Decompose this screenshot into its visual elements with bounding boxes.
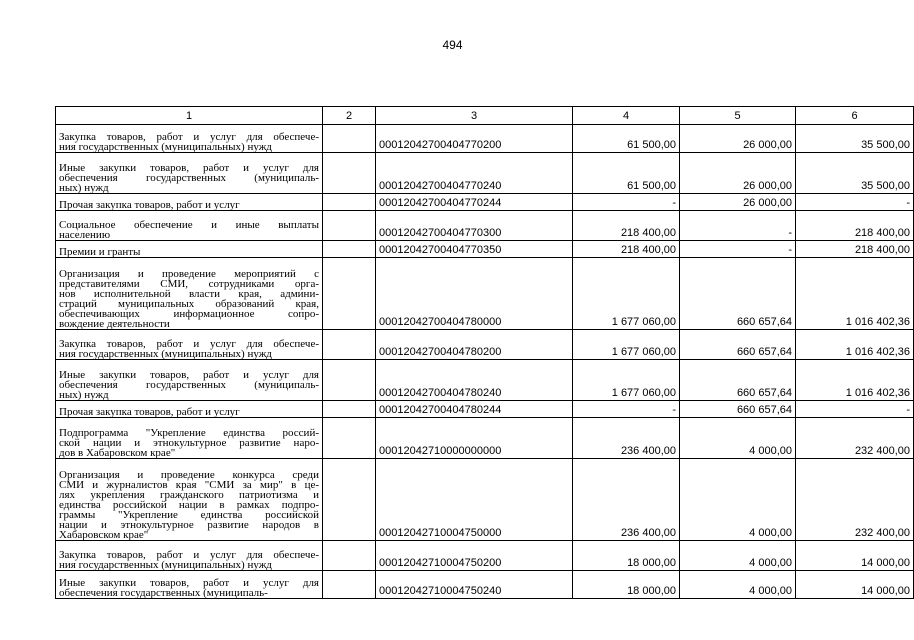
row-name-line: обеспечения государственных (муниципаль- bbox=[59, 587, 268, 599]
row-name-line: Прочая закупка товаров, работ и услуг bbox=[59, 406, 240, 418]
row-column-5-cell: 26 000,00 bbox=[680, 194, 796, 211]
row-name-line: представителями СМИ, сотрудниками орга- bbox=[59, 278, 319, 290]
header-row bbox=[56, 107, 914, 125]
row-column-4-cell: 1 677 060,00 bbox=[573, 258, 680, 330]
row-name-line: Прочая закупка товаров, работ и услуг bbox=[59, 199, 240, 211]
row-column-4-cell: 18 000,00 bbox=[573, 541, 680, 571]
row-name-cell bbox=[56, 418, 323, 459]
row-column-2-cell bbox=[323, 401, 376, 418]
row-name-cell bbox=[56, 401, 323, 418]
column-header-3: 3 bbox=[376, 107, 573, 125]
row-column-2-cell bbox=[323, 153, 376, 194]
row-column-6-cell: 14 000,00 bbox=[796, 571, 914, 599]
row-name-cell bbox=[56, 571, 323, 599]
row-name-line: обеспечения государственных (муниципаль- bbox=[59, 172, 319, 184]
row-name-cell bbox=[56, 541, 323, 571]
row-column-6-cell: - bbox=[796, 194, 914, 211]
row-column-2-cell bbox=[323, 459, 376, 541]
table-row bbox=[56, 330, 914, 360]
row-column-4-cell: 218 400,00 bbox=[573, 211, 680, 241]
row-column-6-cell: 35 500,00 bbox=[796, 125, 914, 153]
row-name-line: ния государственных (муниципальных) нужд bbox=[59, 348, 272, 360]
table-row bbox=[56, 418, 914, 459]
row-code-cell: 00012042700404780000 bbox=[376, 258, 573, 330]
row-column-2-cell bbox=[323, 194, 376, 211]
row-code-cell: 00012042700404780244 bbox=[376, 401, 573, 418]
row-column-2-cell bbox=[323, 211, 376, 241]
column-header-6: 6 bbox=[796, 107, 914, 125]
table-row bbox=[56, 153, 914, 194]
row-column-5-cell: 4 000,00 bbox=[680, 418, 796, 459]
row-column-5-cell: 660 657,64 bbox=[680, 401, 796, 418]
row-column-5-cell: 26 000,00 bbox=[680, 125, 796, 153]
row-name-cell bbox=[56, 211, 323, 241]
row-name-line: населению bbox=[59, 229, 111, 241]
row-name-line: Организация и проведение конкурса среди bbox=[59, 469, 319, 481]
column-header-1: 1 bbox=[56, 107, 323, 125]
row-name-cell bbox=[56, 153, 323, 194]
row-column-6-cell: 232 400,00 bbox=[796, 459, 914, 541]
row-column-2-cell bbox=[323, 360, 376, 401]
row-code-cell: 00012042700404770200 bbox=[376, 125, 573, 153]
row-code-cell: 00012042700404770300 bbox=[376, 211, 573, 241]
row-name-line: страций муниципальных образований края, bbox=[59, 298, 319, 310]
row-name-line: нов исполнительной власти края, админи- bbox=[59, 288, 319, 300]
row-name-line: СМИ и журналистов края "СМИ за мир" в це- bbox=[59, 479, 319, 491]
table-row bbox=[56, 194, 914, 211]
row-name-cell bbox=[56, 258, 323, 330]
page-number: 494 bbox=[442, 38, 463, 52]
row-column-4-cell: 218 400,00 bbox=[573, 241, 680, 258]
row-column-5-cell: 4 000,00 bbox=[680, 541, 796, 571]
row-code-cell: 00012042700404770240 bbox=[376, 153, 573, 194]
row-name-line: Закупка товаров, работ и услуг для обеспече- bbox=[59, 549, 319, 561]
column-header-4: 4 bbox=[573, 107, 680, 125]
row-name-line: граммы "Укрепление единства российской bbox=[59, 509, 319, 521]
row-name-line: ской нации и этнокультурное развитие наро- bbox=[59, 437, 319, 449]
row-column-2-cell bbox=[323, 125, 376, 153]
row-code-cell: 00012042710004750200 bbox=[376, 541, 573, 571]
table-row bbox=[56, 360, 914, 401]
budget-table bbox=[55, 106, 914, 599]
row-column-5-cell: - bbox=[680, 241, 796, 258]
row-column-6-cell: 232 400,00 bbox=[796, 418, 914, 459]
table-row bbox=[56, 459, 914, 541]
row-name-line: Иные закупки товаров, работ и услуг для bbox=[59, 577, 319, 589]
row-column-4-cell: - bbox=[573, 194, 680, 211]
row-column-4-cell: 18 000,00 bbox=[573, 571, 680, 599]
row-name-line: вождение деятельности bbox=[59, 318, 170, 330]
row-name-cell bbox=[56, 194, 323, 211]
row-name-line: Иные закупки товаров, работ и услуг для bbox=[59, 162, 319, 174]
row-column-5-cell: 26 000,00 bbox=[680, 153, 796, 194]
row-name-line: ных) нужд bbox=[59, 182, 109, 194]
table-row bbox=[56, 541, 914, 571]
row-name-line: Хабаровском крае" bbox=[59, 529, 149, 541]
table-row bbox=[56, 241, 914, 258]
row-column-5-cell: 660 657,64 bbox=[680, 330, 796, 360]
row-name-line: обеспечивающих информационное сопро- bbox=[59, 308, 319, 320]
row-name-cell bbox=[56, 459, 323, 541]
row-column-6-cell: 218 400,00 bbox=[796, 241, 914, 258]
row-code-cell: 00012042700404770350 bbox=[376, 241, 573, 258]
row-name-line: дов в Хабаровском крае" bbox=[59, 447, 176, 459]
row-name-line: Закупка товаров, работ и услуг для обеспече- bbox=[59, 131, 319, 143]
row-column-5-cell: 660 657,64 bbox=[680, 360, 796, 401]
row-column-2-cell bbox=[323, 330, 376, 360]
table-body bbox=[56, 125, 914, 599]
row-column-4-cell: 61 500,00 bbox=[573, 125, 680, 153]
row-column-4-cell: 236 400,00 bbox=[573, 418, 680, 459]
row-name-cell bbox=[56, 360, 323, 401]
row-column-4-cell: 1 677 060,00 bbox=[573, 360, 680, 401]
row-column-4-cell: 1 677 060,00 bbox=[573, 330, 680, 360]
row-code-cell: 00012042710004750240 bbox=[376, 571, 573, 599]
row-code-cell: 00012042710000000000 bbox=[376, 418, 573, 459]
row-column-2-cell bbox=[323, 418, 376, 459]
table-row bbox=[56, 571, 914, 599]
row-name-line: ния государственных (муниципальных) нужд bbox=[59, 141, 272, 153]
row-column-5-cell: 4 000,00 bbox=[680, 459, 796, 541]
row-name-cell bbox=[56, 330, 323, 360]
row-name-line: Закупка товаров, работ и услуг для обеспече- bbox=[59, 338, 319, 350]
table-row bbox=[56, 258, 914, 330]
row-name-line: ния государственных (муниципальных) нужд bbox=[59, 559, 272, 571]
row-code-cell: 00012042700404770244 bbox=[376, 194, 573, 211]
row-column-2-cell bbox=[323, 571, 376, 599]
row-name-line: лях укрепления гражданского патриотизма и bbox=[59, 489, 319, 501]
row-column-6-cell: 1 016 402,36 bbox=[796, 360, 914, 401]
row-name-cell bbox=[56, 241, 323, 258]
table-row bbox=[56, 401, 914, 418]
row-name-line: Подпрограмма "Укрепление единства россий- bbox=[59, 427, 319, 439]
row-column-5-cell: 4 000,00 bbox=[680, 571, 796, 599]
row-code-cell: 00012042700404780200 bbox=[376, 330, 573, 360]
row-name-cell bbox=[56, 125, 323, 153]
row-name-line: Организация и проведение мероприятий с bbox=[59, 268, 319, 280]
table-row bbox=[56, 125, 914, 153]
row-column-4-cell: - bbox=[573, 401, 680, 418]
row-column-6-cell: 1 016 402,36 bbox=[796, 330, 914, 360]
column-header-5: 5 bbox=[680, 107, 796, 125]
row-name-line: Иные закупки товаров, работ и услуг для bbox=[59, 369, 319, 381]
row-column-4-cell: 61 500,00 bbox=[573, 153, 680, 194]
row-column-2-cell bbox=[323, 541, 376, 571]
row-column-4-cell: 236 400,00 bbox=[573, 459, 680, 541]
row-name-line: Премии и гранты bbox=[59, 246, 141, 258]
row-column-2-cell bbox=[323, 241, 376, 258]
row-column-6-cell: 14 000,00 bbox=[796, 541, 914, 571]
row-name-line: Социальное обеспечение и иные выплаты bbox=[59, 219, 319, 231]
row-column-2-cell bbox=[323, 258, 376, 330]
row-column-6-cell: - bbox=[796, 401, 914, 418]
row-name-line: нации и этнокультурное развитие народов в bbox=[59, 519, 319, 531]
row-code-cell: 00012042710004750000 bbox=[376, 459, 573, 541]
row-name-line: единства российской нации в рамках подпро- bbox=[59, 499, 319, 511]
row-column-6-cell: 1 016 402,36 bbox=[796, 258, 914, 330]
row-column-5-cell: - bbox=[680, 211, 796, 241]
row-code-cell: 00012042700404780240 bbox=[376, 360, 573, 401]
row-name-line: обеспечения государственных (муниципаль- bbox=[59, 379, 319, 391]
row-column-5-cell: 660 657,64 bbox=[680, 258, 796, 330]
row-column-6-cell: 35 500,00 bbox=[796, 153, 914, 194]
column-header-2: 2 bbox=[323, 107, 376, 125]
row-column-6-cell: 218 400,00 bbox=[796, 211, 914, 241]
row-name-line: ных) нужд bbox=[59, 389, 109, 401]
table-row bbox=[56, 211, 914, 241]
